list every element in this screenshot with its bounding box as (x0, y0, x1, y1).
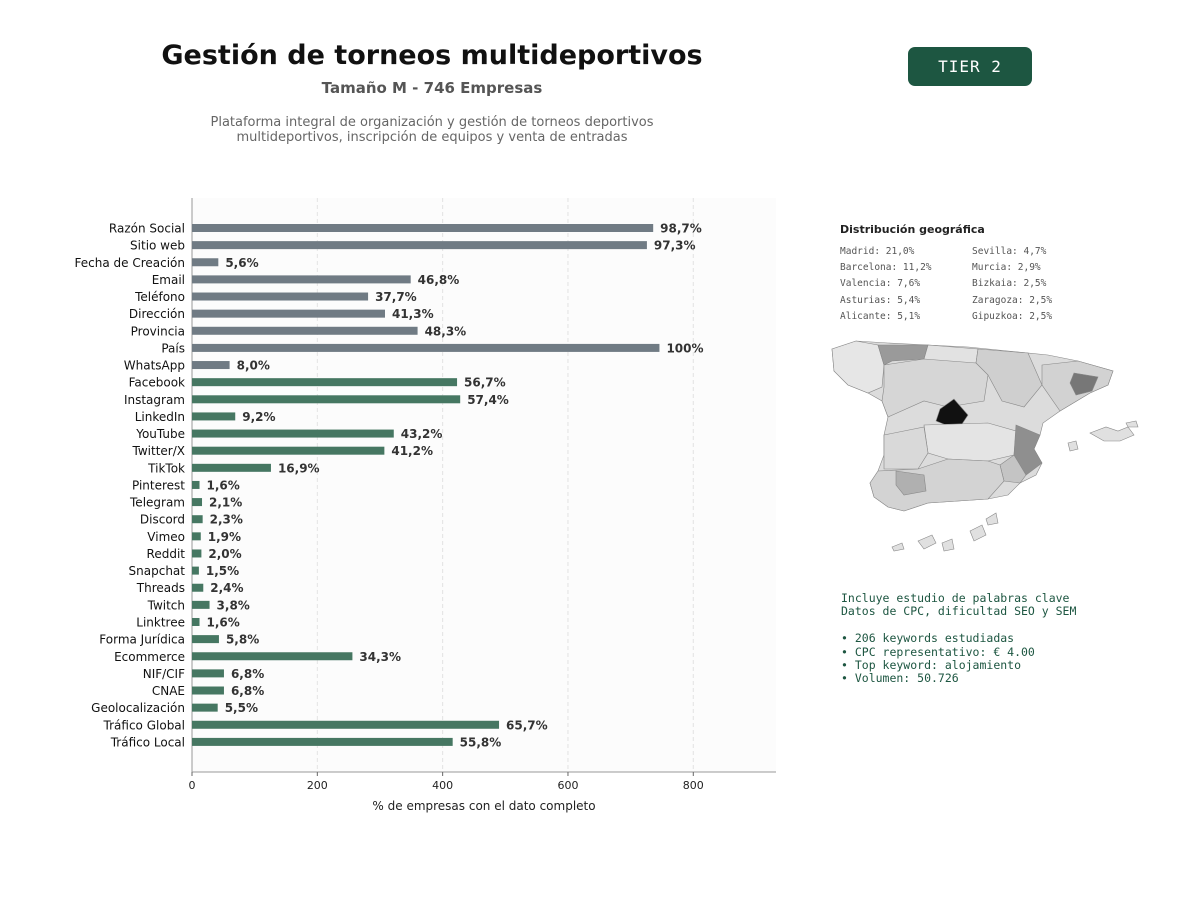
data-label: 41,3% (391, 307, 434, 322)
plot-area (192, 198, 776, 772)
keywords-bullet: • 206 keywords estudiadas (841, 631, 1015, 646)
data-label: 1,6% (206, 478, 240, 493)
geo-item: Madrid: 21,0% (840, 246, 915, 257)
tier-badge: TIER 2 (908, 47, 1032, 86)
bar (192, 224, 653, 232)
category-label: Fecha de Creación (74, 255, 185, 270)
bar (192, 344, 659, 352)
category-label: CNAE (151, 684, 185, 699)
category-label: Sitio web (130, 238, 185, 253)
bar (192, 241, 647, 249)
bar (192, 258, 218, 266)
data-label: 2,0% (208, 546, 242, 561)
page-subtitle: Tamaño M - 746 Empresas (321, 79, 543, 97)
x-tick-label: 400 (432, 779, 454, 792)
bar (192, 293, 368, 301)
data-label: 5,8% (225, 632, 260, 647)
data-label: 5,6% (225, 255, 259, 270)
category-label: Reddit (146, 546, 185, 561)
map-island-canary-2 (918, 535, 936, 549)
bar (192, 395, 460, 403)
data-label: 1,5% (205, 564, 240, 579)
category-label: YouTube (136, 427, 185, 442)
category-label: Forma Jurídica (99, 632, 185, 647)
bar (192, 618, 200, 626)
bar (192, 515, 203, 523)
bar (192, 601, 210, 609)
category-label: Ecommerce (114, 649, 185, 664)
bar (192, 549, 201, 557)
data-label: 9,2% (242, 409, 276, 424)
bar (192, 481, 200, 489)
data-label: 8,0% (236, 358, 270, 373)
geo-item: Alicante: 5,1% (840, 310, 921, 322)
keywords-line-2: Datos de CPC, dificultad SEO y SEM (841, 604, 1077, 619)
x-tick-label: 800 (682, 779, 704, 792)
data-label: 37,7% (375, 290, 417, 305)
geo-item: Bizkaia: 2,5% (972, 278, 1047, 290)
category-label: Twitch (147, 598, 185, 613)
geo-item: Gipuzkoa: 2,5% (972, 310, 1053, 322)
category-label: Instagram (123, 392, 185, 407)
map-island-canary-5 (986, 513, 998, 525)
data-label: 55,8% (459, 735, 502, 750)
category-label: Razón Social (108, 221, 185, 236)
bar (192, 687, 224, 695)
category-label: WhatsApp (123, 358, 185, 373)
geo-item: Sevilla: 4,7% (972, 246, 1047, 257)
data-label: 56,7% (464, 375, 506, 390)
bar (192, 704, 218, 712)
data-label: 97,3% (653, 238, 696, 253)
data-label: 2,1% (209, 495, 243, 510)
map-region-galicia (832, 341, 884, 393)
category-label: Provincia (130, 324, 185, 339)
category-label: LinkedIn (134, 409, 185, 424)
bar (192, 464, 271, 472)
category-label: Linktree (136, 615, 185, 630)
category-label: Pinterest (131, 478, 185, 493)
category-label: Threads (136, 581, 185, 596)
geo-list-column-1 (840, 244, 932, 325)
bar (192, 498, 202, 506)
bar (192, 635, 219, 643)
keywords-bullet: • Volumen: 50.726 (841, 671, 959, 686)
x-tick-label: 0 (188, 779, 196, 792)
data-label: 6,8% (230, 684, 265, 699)
category-label: TikTok (148, 461, 185, 476)
x-tick-label: 600 (557, 779, 579, 792)
geo-distribution-title: Distribución geográfica (840, 223, 985, 236)
bar (192, 721, 499, 729)
x-tick-label: 200 (306, 779, 328, 792)
category-label: NIF/CIF (142, 666, 185, 681)
category-label: Email (151, 272, 185, 287)
category-label: Vimeo (147, 529, 185, 544)
geo-item: Murcia: 2,9% (972, 262, 1041, 274)
category-label: Tráfico Global (103, 718, 185, 733)
data-label: 43,2% (400, 427, 443, 442)
map-region-castilla-la-mancha (924, 423, 1016, 461)
data-label: 1,9% (207, 529, 242, 544)
data-label: 41,2% (391, 444, 434, 459)
data-label: 5,5% (224, 701, 258, 716)
data-label: 1,6% (206, 615, 240, 630)
map-island-canary-1 (892, 543, 904, 551)
bar (192, 310, 385, 318)
category-label: Facebook (128, 375, 185, 390)
bar (192, 652, 352, 660)
bar (192, 327, 418, 335)
geo-item: Zaragoza: 2,5% (972, 294, 1053, 306)
data-label: 2,4% (210, 581, 244, 596)
category-label: Tráfico Local (110, 735, 185, 750)
keywords-panel (841, 592, 1076, 686)
data-label: 57,4% (467, 392, 509, 407)
bar (192, 378, 457, 386)
map-region-barcelona (1070, 373, 1098, 395)
keywords-line-1: Incluye estudio de palabras clave (841, 591, 1070, 605)
data-label: 3,8% (216, 598, 250, 613)
category-label: País (161, 341, 185, 356)
map-island-canary-3 (942, 539, 954, 551)
category-label: Teléfono (135, 290, 185, 305)
map-island-ibiza (1068, 441, 1078, 451)
category-label: Dirección (128, 307, 185, 322)
category-label: Twitter/X (132, 444, 185, 459)
description-line-1: Plataforma integral de organización y gestión de torneos deportivos (210, 115, 654, 130)
category-label: Telegram (130, 495, 185, 510)
map-island-canary-4 (970, 525, 986, 541)
data-label: 16,9% (277, 461, 320, 476)
category-label: Snapchat (128, 564, 185, 579)
data-label: 2,3% (209, 512, 243, 527)
map-island-mallorca (1090, 427, 1134, 441)
geo-item: Barcelona: 11,2% (840, 262, 932, 274)
bar (192, 567, 199, 575)
data-label: 46,8% (417, 272, 460, 287)
bar (192, 447, 384, 455)
geo-list-column-2 (972, 244, 1052, 325)
data-label: 65,7% (506, 718, 548, 733)
data-label: 6,8% (230, 666, 265, 681)
page-title: Gestión de torneos multideportivos (161, 40, 703, 71)
bar (192, 430, 394, 438)
bar (192, 738, 453, 746)
bar (192, 412, 235, 420)
data-label: 48,3% (424, 324, 467, 339)
keywords-bullet: • Top keyword: alojamiento (841, 657, 1022, 672)
description-line-2: multideportivos, inscripción de equipos y venta de entradas (236, 130, 628, 145)
bar (192, 532, 201, 540)
geo-item: Asturias: 5,4% (840, 294, 921, 306)
bar (192, 361, 230, 369)
map-island-menorca (1126, 421, 1138, 427)
category-label: Discord (139, 512, 185, 527)
spain-choropleth-map (828, 335, 1140, 557)
data-label: 100% (666, 341, 704, 356)
geo-item: Valencia: 7,6% (840, 278, 921, 290)
x-axis-label: % de empresas con el dato completo (372, 799, 596, 813)
bar (192, 669, 224, 677)
data-label: 98,7% (660, 221, 702, 236)
bar (192, 584, 203, 592)
keywords-bullet: • CPC representativo: € 4.00 (841, 644, 1035, 659)
keywords-spacer (841, 619, 1076, 632)
data-label: 34,3% (359, 649, 402, 664)
bar (192, 275, 411, 283)
category-label: Geolocalización (91, 701, 185, 716)
